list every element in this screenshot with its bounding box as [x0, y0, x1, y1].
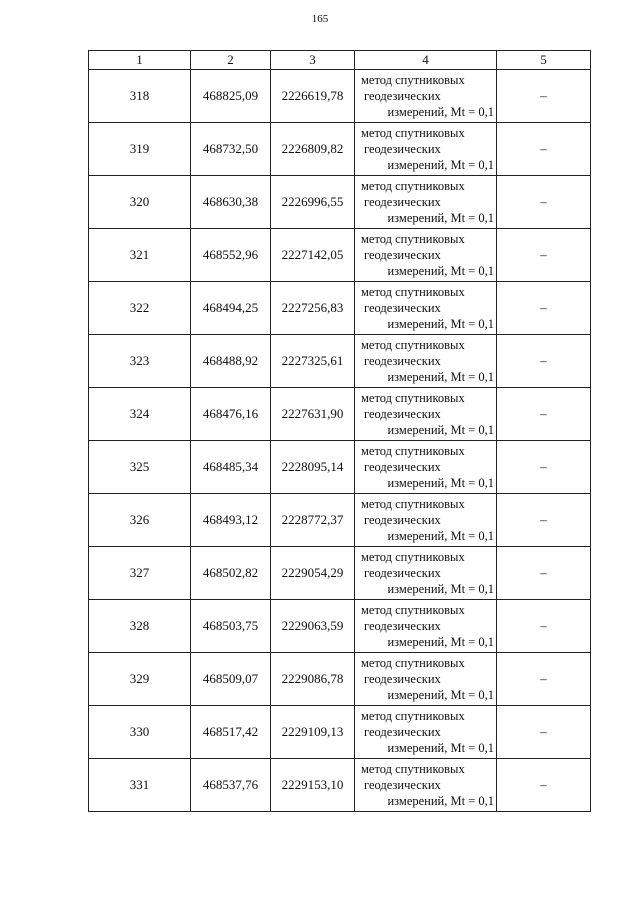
table-row [89, 123, 591, 176]
y-coordinate-cell: 2229109,13 [271, 706, 355, 759]
x-coordinate-cell: 468825,09 [191, 70, 271, 123]
method-cell [355, 229, 497, 282]
method-text-line: измерений, Mt = 0,1 [387, 423, 494, 437]
table-row [89, 706, 591, 759]
method-text-line: геодезических [364, 407, 441, 421]
point-number-cell: 323 [89, 335, 191, 388]
method-cell [355, 388, 497, 441]
method-text-line: измерений, Mt = 0,1 [387, 529, 494, 543]
table-body [89, 70, 591, 812]
method-text-line: метод спутниковых [361, 762, 465, 776]
note-cell: – [497, 441, 591, 494]
method-cell [355, 123, 497, 176]
point-number-cell: 326 [89, 494, 191, 547]
note-cell: – [497, 70, 591, 123]
method-text-line: геодезических [364, 778, 441, 792]
method-text-line: геодезических [364, 460, 441, 474]
method-text-line: измерений, Mt = 0,1 [387, 158, 494, 172]
method-text-line: геодезических [364, 248, 441, 262]
y-coordinate-cell: 2228772,37 [271, 494, 355, 547]
method-cell [355, 335, 497, 388]
x-coordinate-cell: 468732,50 [191, 123, 271, 176]
method-text-line: измерений, Mt = 0,1 [387, 635, 494, 649]
page-number: 165 [311, 13, 329, 25]
method-text-line: геодезических [364, 619, 441, 633]
method-cell [355, 759, 497, 812]
y-coordinate-cell: 2229054,29 [271, 547, 355, 600]
y-coordinate-cell: 2229063,59 [271, 600, 355, 653]
method-text-line: геодезических [364, 513, 441, 527]
method-cell [355, 70, 497, 123]
method-text-line: метод спутниковых [361, 126, 465, 140]
method-text-line: геодезических [364, 725, 441, 739]
x-coordinate-cell: 468494,25 [191, 282, 271, 335]
coordinates-table [88, 50, 591, 812]
method-text-line: измерений, Mt = 0,1 [387, 794, 494, 808]
method-text-line: геодезических [364, 354, 441, 368]
x-coordinate-cell: 468485,34 [191, 441, 271, 494]
note-cell: – [497, 176, 591, 229]
point-number-cell: 325 [89, 441, 191, 494]
method-text-line: метод спутниковых [361, 550, 465, 564]
y-coordinate-cell: 2226996,55 [271, 176, 355, 229]
method-cell [355, 282, 497, 335]
column-header-2: 2 [191, 51, 271, 70]
note-cell: – [497, 494, 591, 547]
table-row [89, 335, 591, 388]
y-coordinate-cell: 2227631,90 [271, 388, 355, 441]
note-cell: – [497, 123, 591, 176]
method-text-line: измерений, Mt = 0,1 [387, 476, 494, 490]
point-number-cell: 318 [89, 70, 191, 123]
table-row [89, 653, 591, 706]
table-row [89, 70, 591, 123]
x-coordinate-cell: 468488,92 [191, 335, 271, 388]
method-text-line: измерений, Mt = 0,1 [387, 105, 494, 119]
table-row [89, 441, 591, 494]
method-cell [355, 441, 497, 494]
method-text-line: метод спутниковых [361, 391, 465, 405]
method-text-line: метод спутниковых [361, 73, 465, 87]
note-cell: – [497, 547, 591, 600]
table-header-row [89, 51, 591, 70]
note-cell: – [497, 335, 591, 388]
point-number-cell: 322 [89, 282, 191, 335]
table-row [89, 759, 591, 812]
method-text-line: измерений, Mt = 0,1 [387, 582, 494, 596]
y-coordinate-cell: 2227325,61 [271, 335, 355, 388]
table-row [89, 229, 591, 282]
x-coordinate-cell: 468537,76 [191, 759, 271, 812]
x-coordinate-cell: 468493,12 [191, 494, 271, 547]
table-row [89, 176, 591, 229]
note-cell: – [497, 600, 591, 653]
method-text-line: геодезических [364, 672, 441, 686]
method-text-line: измерений, Mt = 0,1 [387, 317, 494, 331]
method-text-line: метод спутниковых [361, 709, 465, 723]
method-text-line: геодезических [364, 301, 441, 315]
y-coordinate-cell: 2229153,10 [271, 759, 355, 812]
method-text-line: метод спутниковых [361, 444, 465, 458]
y-coordinate-cell: 2226809,82 [271, 123, 355, 176]
note-cell: – [497, 388, 591, 441]
x-coordinate-cell: 468552,96 [191, 229, 271, 282]
table-row [89, 494, 591, 547]
method-text-line: геодезических [364, 195, 441, 209]
point-number-cell: 319 [89, 123, 191, 176]
method-cell [355, 547, 497, 600]
y-coordinate-cell: 2228095,14 [271, 441, 355, 494]
point-number-cell: 327 [89, 547, 191, 600]
note-cell: – [497, 653, 591, 706]
method-text-line: геодезических [364, 89, 441, 103]
method-text-line: измерений, Mt = 0,1 [387, 370, 494, 384]
point-number-cell: 324 [89, 388, 191, 441]
point-number-cell: 328 [89, 600, 191, 653]
column-header-4: 4 [355, 51, 497, 70]
method-text-line: измерений, Mt = 0,1 [387, 264, 494, 278]
table-row [89, 600, 591, 653]
y-coordinate-cell: 2227142,05 [271, 229, 355, 282]
x-coordinate-cell: 468509,07 [191, 653, 271, 706]
method-text-line: метод спутниковых [361, 603, 465, 617]
method-text-line: измерений, Mt = 0,1 [387, 741, 494, 755]
method-text-line: метод спутниковых [361, 232, 465, 246]
point-number-cell: 329 [89, 653, 191, 706]
column-header-5: 5 [497, 51, 591, 70]
method-cell [355, 176, 497, 229]
x-coordinate-cell: 468517,42 [191, 706, 271, 759]
method-cell [355, 706, 497, 759]
point-number-cell: 331 [89, 759, 191, 812]
y-coordinate-cell: 2229086,78 [271, 653, 355, 706]
point-number-cell: 320 [89, 176, 191, 229]
note-cell: – [497, 706, 591, 759]
method-text-line: измерений, Mt = 0,1 [387, 211, 494, 225]
table-row [89, 547, 591, 600]
note-cell: – [497, 229, 591, 282]
x-coordinate-cell: 468502,82 [191, 547, 271, 600]
x-coordinate-cell: 468476,16 [191, 388, 271, 441]
table-row [89, 282, 591, 335]
y-coordinate-cell: 2227256,83 [271, 282, 355, 335]
method-text-line: метод спутниковых [361, 179, 465, 193]
x-coordinate-cell: 468503,75 [191, 600, 271, 653]
method-text-line: метод спутниковых [361, 656, 465, 670]
column-header-3: 3 [271, 51, 355, 70]
method-cell [355, 600, 497, 653]
method-cell [355, 653, 497, 706]
method-text-line: метод спутниковых [361, 338, 465, 352]
method-text-line: геодезических [364, 142, 441, 156]
method-text-line: геодезических [364, 566, 441, 580]
column-header-1: 1 [89, 51, 191, 70]
note-cell: – [497, 759, 591, 812]
table-row [89, 388, 591, 441]
method-text-line: метод спутниковых [361, 497, 465, 511]
point-number-cell: 321 [89, 229, 191, 282]
method-cell [355, 494, 497, 547]
note-cell: – [497, 282, 591, 335]
x-coordinate-cell: 468630,38 [191, 176, 271, 229]
method-text-line: метод спутниковых [361, 285, 465, 299]
y-coordinate-cell: 2226619,78 [271, 70, 355, 123]
method-text-line: измерений, Mt = 0,1 [387, 688, 494, 702]
point-number-cell: 330 [89, 706, 191, 759]
